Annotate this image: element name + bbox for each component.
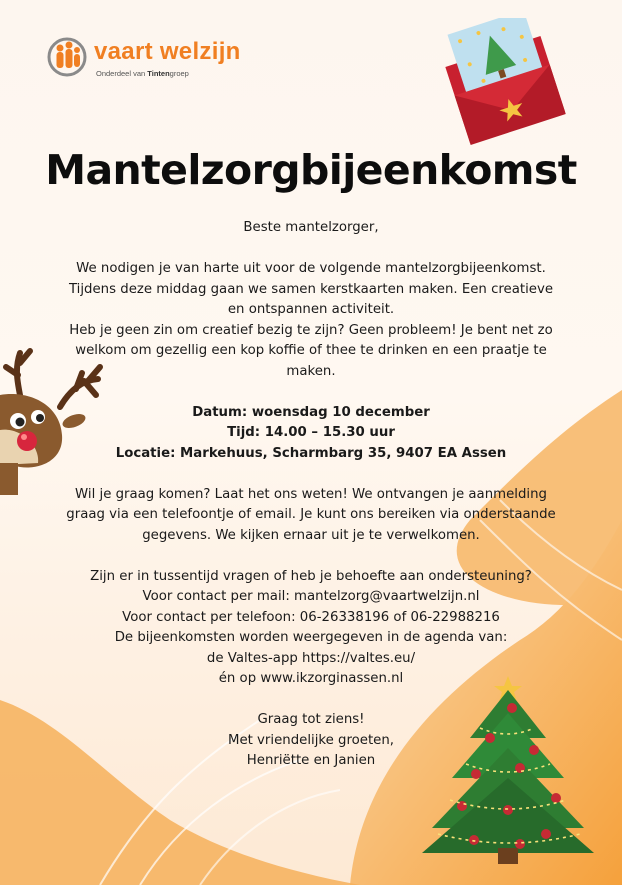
event-location: Locatie: Markehuus, Scharmbarg 35, 9407 EA Assen — [115, 445, 507, 461]
intro-line-1: We nodigen je van harte uit voor de volgende mantelzorgbijeenkomst. — [76, 261, 546, 276]
christmas-envelope-illustration — [425, 18, 595, 153]
people-logo-icon — [44, 36, 90, 78]
logo-sub-prefix: Onderdeel van — [96, 69, 148, 78]
event-time: Tijd: 14.00 – 15.30 uur — [227, 425, 395, 440]
closing-signature: Henriëtte en Janien — [246, 753, 376, 768]
signup-line-2: graag via een telefoontje of email. Je kunt ons bereiken via onderstaande — [66, 507, 556, 522]
contact-site-link[interactable]: én op www.ikzorginassen.nl — [218, 671, 404, 686]
intro-line-5: welkom om gezellig een kop koffie of thee te drinken en een praatje te — [75, 343, 547, 358]
closing-line-2: Met vriendelijke groeten, — [227, 732, 395, 748]
signup-line-1: Wil je graag komen? Laat het ons weten! We ontvangen je aanmelding — [75, 486, 547, 502]
contact-mail[interactable]: Voor contact per mail: mantelzorg@vaartwelzijn.nl — [142, 589, 480, 604]
intro-line-6: maken. — [286, 363, 336, 379]
reindeer-illustration — [0, 345, 110, 495]
event-date: Datum: woensdag 10 december — [192, 404, 430, 420]
intro-line-3: en ontspannen activiteit. — [227, 302, 395, 317]
logo-subtitle — [96, 69, 189, 78]
contact-agenda: De bijeenkomsten worden weergegeven in de agenda van: — [114, 630, 508, 645]
contact-app-link[interactable]: de Valtes-app https://valtes.eu/ — [206, 650, 416, 666]
contact-phone[interactable]: Voor contact per telefoon: 06-26338196 of 06-22988216 — [122, 609, 500, 625]
intro-line-2: Tijdens deze middag gaan we samen kerstkaarten maken. Een creatieve — [68, 281, 554, 297]
logo-sub-bold: Tinten — [147, 69, 170, 78]
greeting: Beste mantelzorger, — [243, 220, 379, 235]
logo-sub-suffix: groep — [169, 69, 189, 78]
intro-line-4: Heb je geen zin om creatief bezig te zijn? Geen probleem! Je bent net zo — [69, 322, 553, 338]
logo-brand-name: vaart welzijn — [94, 38, 241, 65]
closing-line-1: Graag tot ziens! — [257, 712, 365, 727]
christmas-tree-illustration — [416, 668, 600, 868]
page-title: Mantelzorgbijeenkomst — [45, 146, 577, 194]
contact-question: Zijn er in tussentijd vragen of heb je behoefte aan ondersteuning? — [90, 568, 532, 584]
signup-line-3: gegevens. We kijken ernaar uit je te verwelkomen. — [142, 527, 480, 543]
vaart-welzijn-logo — [44, 36, 284, 86]
